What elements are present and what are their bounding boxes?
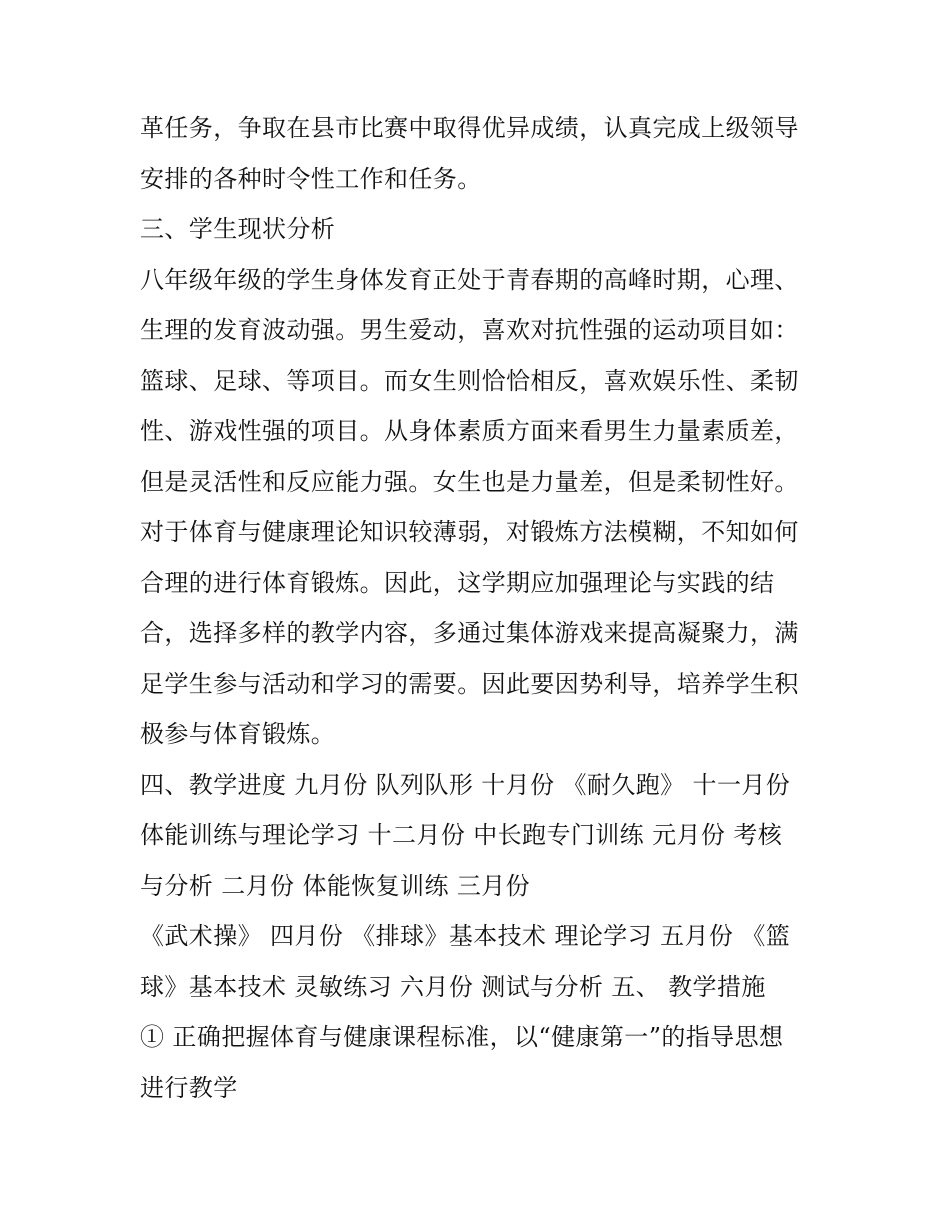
text-line: 但是灵活性和反应能力强。女生也是力量差，但是柔韧性好。 — [140, 467, 799, 496]
text-line: 性、游戏性强的项目。从身体素质方面来看男生力量素质差， — [140, 417, 799, 445]
text-line: 合，选择多样的教学内容，多通过集体游戏来提高凝聚力，满 — [140, 619, 799, 647]
text-line: 体能训练与理论学习 十二月份 中长跑专门训练 元月份 考核 — [140, 821, 783, 849]
document-body — [140, 103, 820, 1113]
text-line: 篮球、足球、等项目。而女生则恰恰相反，喜欢娱乐性、柔韧 — [140, 366, 799, 395]
text-line: 足学生参与活动和学习的需要。因此要因势利导，培养学生积 — [140, 669, 799, 698]
text-line: 八年级年级的学生身体发育正处于青春期的高峰时期，心理、 — [140, 265, 799, 294]
text-line: 生理的发育波动强。男生爱动，喜欢对抗性强的运动项目如： — [140, 316, 799, 344]
text-line: ① 正确把握体育与健康课程标准，以“健康第一”的指导思想 — [140, 1023, 784, 1051]
text-line: 与分析 二月份 体能恢复训练 三月份 — [140, 871, 531, 900]
text-line: 安排的各种时令性工作和任务。 — [140, 164, 482, 193]
text-line: 进行教学 — [140, 1073, 238, 1102]
text-line: 《武术操》 四月份 《排球》基本技术 理论学习 五月份 《篮 — [140, 922, 791, 950]
section-heading: 三、学生现状分析 — [140, 215, 336, 243]
text-line: 对于体育与健康理论知识较薄弱，对锻炼方法模糊，不知如何 — [140, 518, 799, 546]
text-line: 球》基本技术 灵敏练习 六月份 测试与分析 五、 教学措施 — [140, 972, 766, 1001]
text-line: 合理的进行体育锻炼。因此，这学期应加强理论与实践的结 — [140, 568, 775, 597]
text-line: 革任务，争取在县市比赛中取得优异成绩，认真完成上级领导 — [140, 114, 799, 142]
section-heading: 四、教学进度 九月份 队列队形 十月份 《耐久跑》 十一月份 — [140, 770, 791, 799]
text-line: 极参与体育锻炼。 — [140, 720, 336, 748]
